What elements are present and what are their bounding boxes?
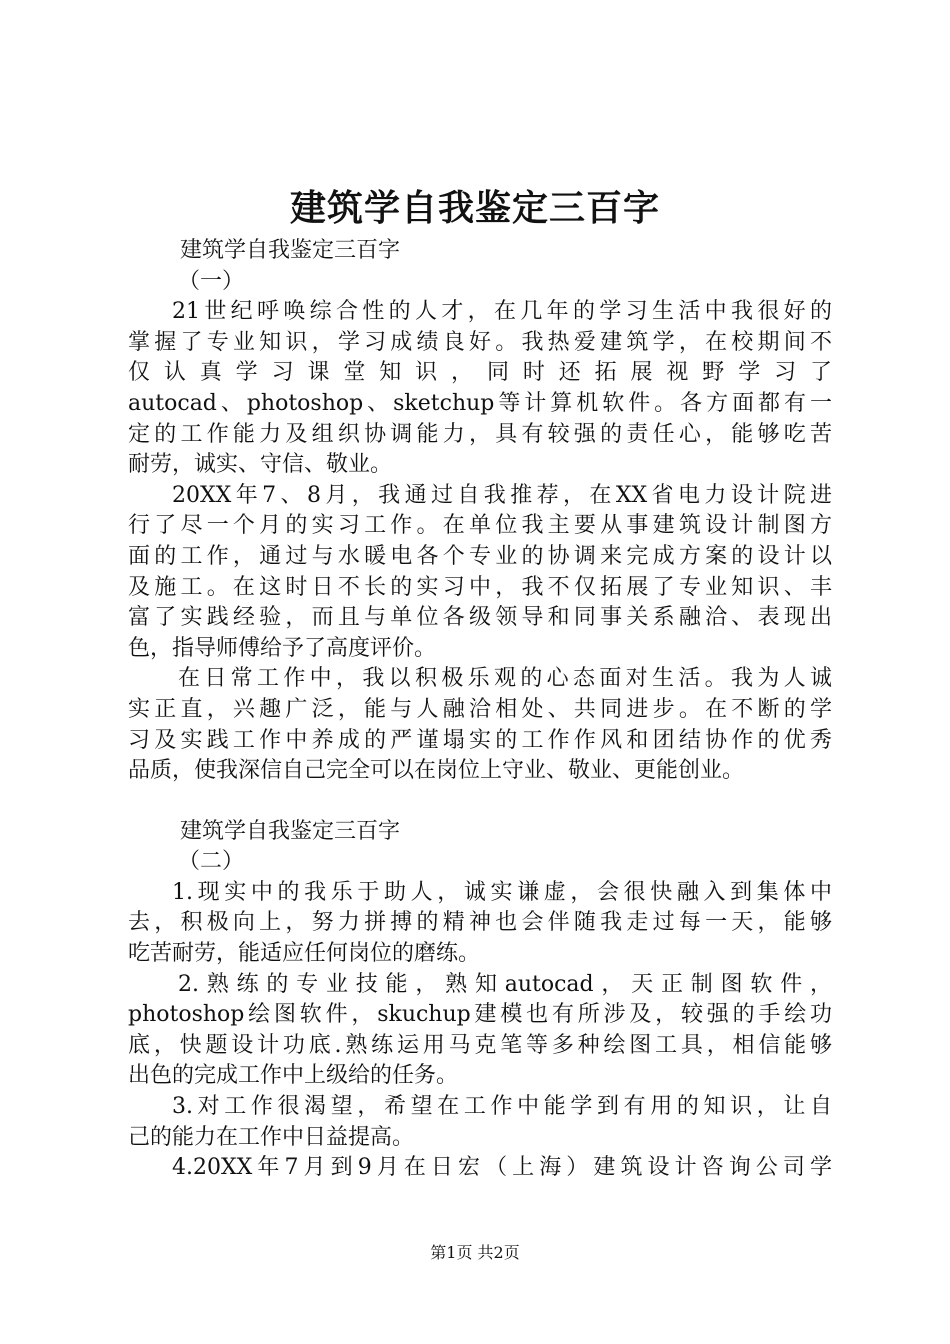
paragraph-line: 行了尽一个月的实习工作。在单位我主要从事建筑设计制图方 bbox=[128, 513, 832, 539]
section2-heading: 建筑学自我鉴定三百字 bbox=[180, 818, 401, 844]
section1-paragraph1 bbox=[128, 297, 832, 481]
paragraph-line: 4.20XX年7月到9月在日宏（上海）建筑设计咨询公司学 bbox=[172, 1155, 832, 1181]
document-body bbox=[128, 236, 832, 1184]
paragraph-line: 吃苦耐劳，能适应任何岗位的磨练。 bbox=[128, 941, 481, 967]
section-gap bbox=[128, 787, 832, 817]
paragraph-line: 己的能力在工作中日益提高。 bbox=[128, 1124, 415, 1150]
paragraph-line: 21世纪呼唤综合性的人才，在几年的学习生活中我很好的 bbox=[172, 299, 832, 325]
paragraph-line: 耐劳，诚实、守信、敬业。 bbox=[128, 452, 393, 478]
paragraph-line: 底，快题设计功底.熟练运用马克笔等多种绘图工具，相信能够 bbox=[128, 1032, 832, 1058]
section2-item4 bbox=[128, 1153, 832, 1184]
paragraph-line: 仅认真学习课堂知识，同时还拓展视野学习了 bbox=[128, 360, 832, 386]
paragraph-line: photoshop绘图软件，skuchup建模也有所涉及，较强的手绘功 bbox=[128, 1002, 832, 1028]
paragraph-line: 20XX年7、8月，我通过自我推荐，在XX省电力设计院进 bbox=[172, 482, 832, 508]
paragraph-line: 在日常工作中，我以积极乐观的心态面对生活。我为人诚 bbox=[178, 666, 832, 692]
paragraph-line: 2.熟练的专业技能，熟知autocad，天正制图软件， bbox=[178, 971, 832, 997]
section1-paragraph2 bbox=[128, 481, 832, 665]
paragraph-line: 实正直，兴趣广泛，能与人融洽相处、共同进步。在不断的学 bbox=[128, 696, 832, 722]
paragraph-line: 色，指导师傅给予了高度评价。 bbox=[128, 635, 437, 661]
paragraph-line: 面的工作，通过与水暖电各个专业的协调来完成方案的设计以 bbox=[128, 543, 832, 569]
paragraph-line: autocad、photoshop、sketchup等计算机软件。各方面都有一 bbox=[128, 390, 832, 416]
paragraph-line: 去，积极向上，努力拼搏的精神也会伴随我走过每一天，能够 bbox=[128, 910, 832, 936]
section1-paragraph3 bbox=[128, 664, 832, 786]
page-footer: 第1页 共2页 bbox=[430, 1243, 520, 1262]
paragraph-line: 出色的完成工作中上级给的任务。 bbox=[128, 1063, 459, 1089]
section2-item2 bbox=[128, 970, 832, 1092]
paragraph-line: 品质，使我深信自己完全可以在岗位上守业、敬业、更能创业。 bbox=[128, 758, 745, 784]
section2-item1 bbox=[128, 878, 832, 970]
section2-item3 bbox=[128, 1092, 832, 1153]
document-title: 建筑学自我鉴定三百字 bbox=[289, 187, 660, 229]
paragraph-line: 掌握了专业知识，学习成绩良好。我热爱建筑学，在校期间不 bbox=[128, 329, 832, 355]
paragraph-line: 1.现实中的我乐于助人，诚实谦虚，会很快融入到集体中 bbox=[172, 879, 832, 905]
paragraph-line: 及施工。在这时日不长的实习中，我不仅拓展了专业知识、丰 bbox=[128, 574, 832, 600]
paragraph-line: 习及实践工作中养成的严谨塌实的工作作风和团结协作的优秀 bbox=[128, 727, 832, 753]
paragraph-line: 定的工作能力及组织协调能力，具有较强的责任心，能够吃苦 bbox=[128, 421, 832, 447]
section1-number: （一） bbox=[178, 268, 245, 294]
section1-heading: 建筑学自我鉴定三百字 bbox=[180, 238, 401, 263]
paragraph-line: 3.对工作很渴望，希望在工作中能学到有用的知识，让自 bbox=[172, 1094, 832, 1120]
paragraph-line: 富了实践经验，而且与单位各级领导和同事关系融洽、表现出 bbox=[128, 605, 832, 631]
section2-number: （二） bbox=[178, 849, 245, 875]
